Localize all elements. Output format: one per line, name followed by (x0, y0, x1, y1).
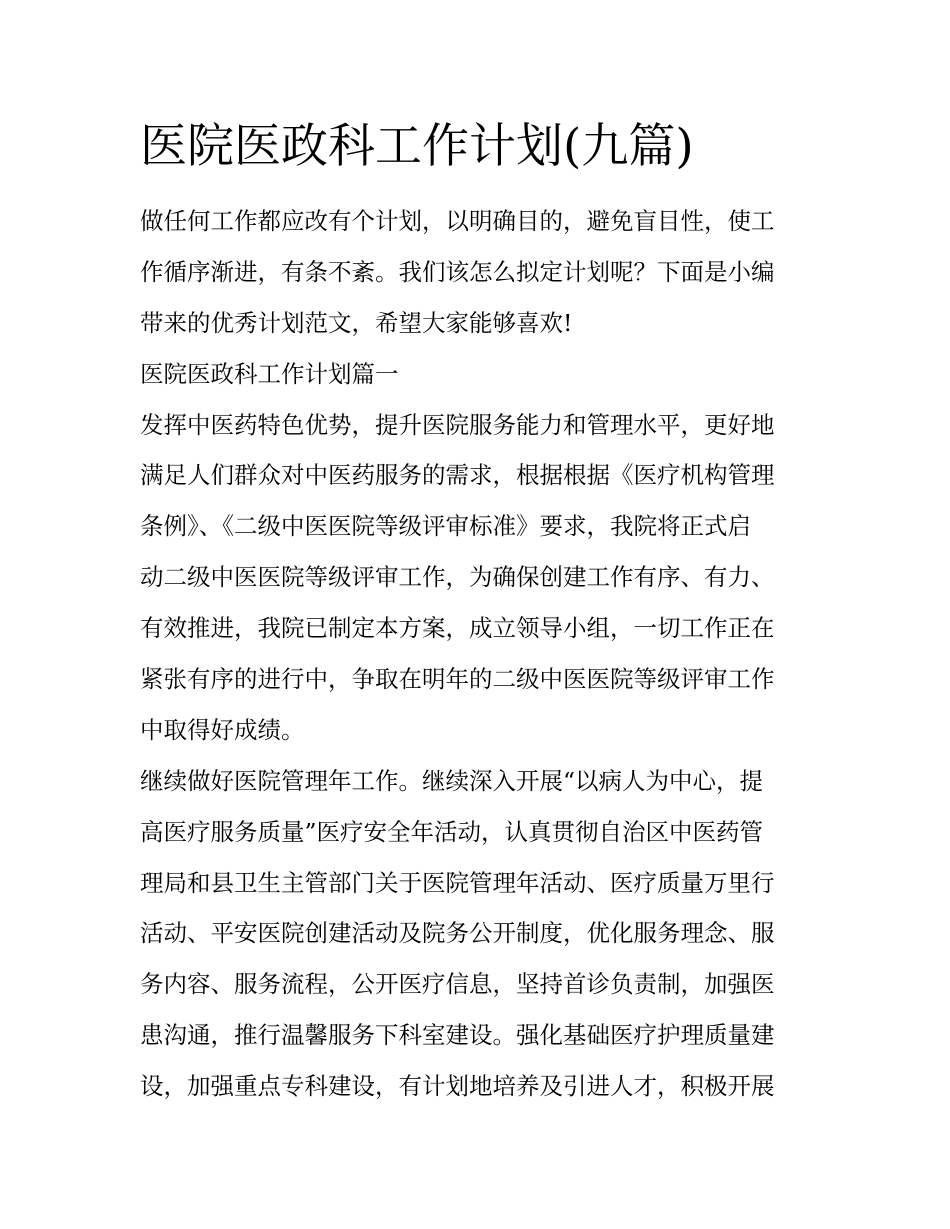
paragraph-line: 继续做好医院管理年工作。继续深入开展“以病人为中心，提 (140, 766, 764, 795)
paragraph-line: 发挥中医药特色优势，提升医院服务能力和管理水平，更好地 (140, 410, 775, 439)
paragraph-line: 有效推进，我院已制定本方案，成立领导小组，一切工作正在 (140, 614, 775, 643)
section-heading: 医院医政科工作计划篇一 (140, 359, 399, 388)
paragraph-line: 紧张有序的进行中，争取在明年的二级中医医院等级评审工作 (140, 665, 775, 694)
paragraph-line: 理局和县卫生主管部门关于医院管理年活动、医疗质量万里行 (140, 868, 775, 897)
paragraph-line: 条例》、《二级中医医院等级评审标准》要求，我院将正式启 (140, 512, 751, 541)
paragraph-line: 设，加强重点专科建设，有计划地培养及引进人才，积极开展 (140, 1072, 775, 1101)
document-title: 医院医政科工作计划(九篇) (140, 119, 694, 174)
paragraph-line: 活动、平安医院创建活动及院务公开制度，优化服务理念、服 (140, 919, 775, 948)
intro-line: 作循序渐进，有条不紊。我们该怎么拟定计划呢？下面是小编 (140, 257, 775, 286)
paragraph-line: 中取得好成绩。 (140, 715, 305, 744)
intro-line: 带来的优秀计划范文，希望大家能够喜欢! (140, 308, 573, 337)
paragraph-line: 动二级中医医院等级评审工作，为确保创建工作有序、有力、 (140, 563, 775, 592)
paragraph-line: 高医疗服务质量”医疗安全年活动，认真贯彻自治区中医药管 (140, 817, 764, 846)
paragraph-line: 务内容、服务流程，公开医疗信息，坚持首诊负责制，加强医 (140, 970, 775, 999)
document-body (140, 196, 820, 1112)
paragraph-line: 满足人们群众对中医药服务的需求，根据根据《医疗机构管理 (140, 461, 775, 490)
paragraph-line: 患沟通，推行温馨服务下科室建设。强化基础医疗护理质量建 (140, 1021, 775, 1050)
intro-line: 做任何工作都应改有个计划，以明确目的，避免盲目性，使工 (140, 207, 775, 235)
